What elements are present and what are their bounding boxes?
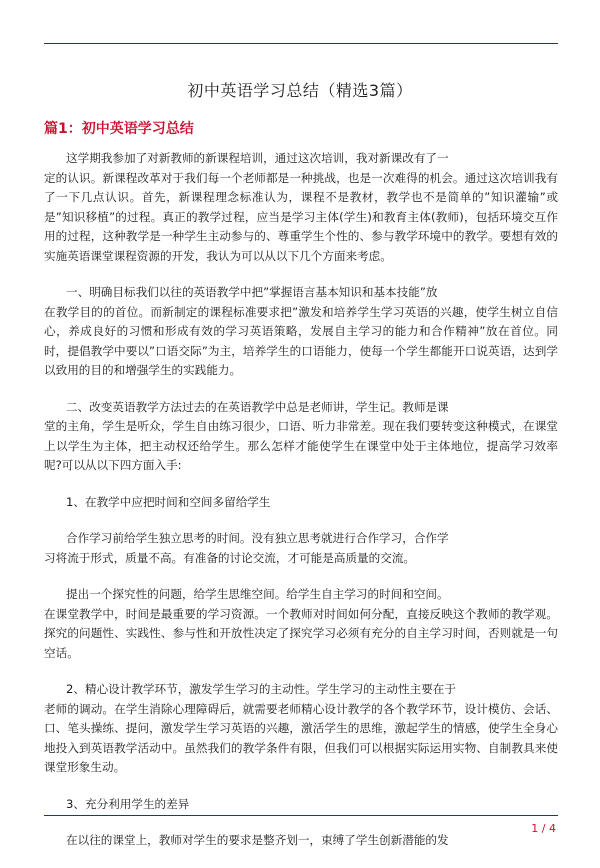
paragraph-text: 老师的调动。在学生消除心理障碍后，就需要老师精心设计教学的各个教学环节，设计模仿、会话、口、笔头操练、提问，激发学生学习英语的兴趣，激活学生的思维，激起学生的情感，使学生全身心地投入到英语教学活动中。虽然我们的教学条件有限，但我们可以根据实际运用实物、自制教具来使课堂形象生动。 bbox=[44, 701, 558, 774]
footer-rule bbox=[44, 815, 558, 816]
subheading-text: 1、在教学中应把时间和空间多留给学生 bbox=[66, 494, 271, 509]
paragraph-text: 定的认识。新课程改革对于我们每一个老师都是一种挑战，也是一次难得的机会。通过这次培训我有了一下几点认识。首先，新课程理念标准认为，课程不是教材，教学也不是简单的”知识灌输”或是”知识移植”的过程。真正的教学过程，应当是学习主体(学生)和教育主体(教师)，包括环境交互作用的过程，这种教学是一种学生主动参与的、尊重学生个性的、参与教学环境中的教学。要想有效的实施英语课堂课程资源的开发，我认为可以从以下几个方面来考虑。 bbox=[44, 170, 558, 263]
subheading bbox=[44, 493, 558, 513]
subheading bbox=[44, 795, 558, 815]
paragraph bbox=[44, 831, 558, 851]
paragraph bbox=[44, 149, 558, 266]
paragraph bbox=[44, 680, 558, 778]
header-rule bbox=[44, 43, 558, 44]
paragraph-first-line: 这学期我参加了对新教师的新课程培训，通过这次培训，我对新课改有了一 bbox=[66, 151, 449, 165]
paragraph-text: 堂的主角，学生是听众，学生自由练习很少，口语、听力非常差。现在我们要转变这种模式，在课堂上以学生为主体，把主动权还给学生。那么怎样才能使学生在课堂中处于主体地位，提高学习效率呢?可以从以下四方面入手: bbox=[44, 419, 558, 472]
paragraph-first-line: 二、改变英语教学方法过去的在英语教学中总是老师讲，学生记。教师是课 bbox=[66, 399, 449, 414]
paragraph-first-line: 2、精心设计教学环节，激发学生学习的主动性。学生学习的主动性主要在于 bbox=[66, 682, 456, 696]
paragraph-first-line: 一、明确目标我们以往的英语教学中把”掌握语言基本知识和基本技能”放 bbox=[66, 285, 438, 299]
paragraph bbox=[44, 398, 558, 476]
paragraph-first-line: 合作学习前给学生独立思考的时间。没有独立思考就进行合作学习，合作学 bbox=[66, 531, 449, 545]
subheading-text: 3、充分利用学生的差异 bbox=[66, 796, 190, 811]
document-body bbox=[44, 149, 558, 868]
paragraph bbox=[44, 283, 558, 381]
paragraph bbox=[44, 529, 558, 568]
paragraph-first-line: 提出一个探究性的问题，给学生思维空间。给学生自主学习的时间和空间。 bbox=[66, 587, 449, 601]
paragraph-text: 习将流于形式，质量不高。有准备的讨论交流，才可能是高质量的交流。 bbox=[44, 550, 416, 565]
paragraph-text: 在课堂教学中，时间是最重要的学习资源。一个教师对时间如何分配，直接反映这个教师的教学观。探究的问题性、实践性、参与性和开放性决定了探究学习必须有充分的自主学习时间，否则就是一句空话。 bbox=[44, 606, 558, 660]
page-title: 初中英语学习总结（精选3篇） bbox=[187, 81, 413, 100]
paragraph bbox=[44, 585, 558, 663]
paragraph-text: 在教学目的的首位。而新制定的课程标准要求把”激发和培养学生学习英语的兴趣，使学生树立自信心，养成良好的习惯和形成有效的学习英语策略，发展自主学习的能力和合作精神”放在首位。同时，提倡教学中要以”口语交际”为主，培养学生的口语能力，使每一个学生都能开口说英语，达到学以致用的目的和增强学生的实践能力。 bbox=[44, 304, 558, 377]
page-number: 1 / 4 bbox=[531, 822, 556, 835]
paragraph-first-line: 在以往的课堂上，教师对学生的要求是整齐划一，束缚了学生创新潜能的发 bbox=[66, 833, 449, 847]
section-heading: 篇1：初中英语学习总结 bbox=[44, 121, 194, 137]
